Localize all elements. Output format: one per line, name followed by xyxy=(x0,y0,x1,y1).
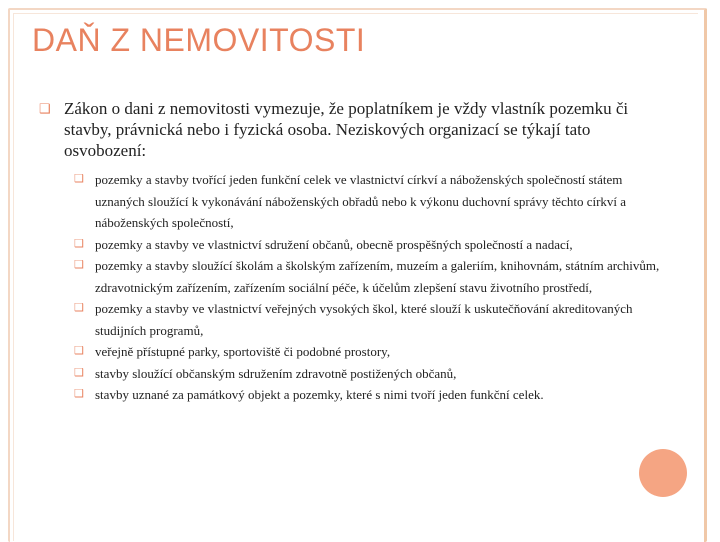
list-item xyxy=(74,384,674,406)
list-item-text: stavby uznané za památkový objekt a pozemky, které s nimi tvoří jeden funkční celek. xyxy=(95,387,544,402)
list-item-text: pozemky a stavby ve vlastnictví sdružení občanů, obecně prospěšných společností a nadací, xyxy=(95,236,573,252)
list-item xyxy=(74,363,674,385)
list-item-text: stavby sloužící občanským sdružením zdravotně postižených občanů, xyxy=(95,365,457,381)
list-item-text: pozemky a stavby ve vlastnictví veřejných vysokých škol, které slouží k uskutečňování akreditovaných studijních programů, xyxy=(95,301,633,338)
circle-bullet-icon: ❑ xyxy=(74,259,84,271)
circle-bullet-icon: ❑ xyxy=(74,173,84,185)
list-item xyxy=(74,341,674,363)
exemption-list xyxy=(74,169,674,406)
main-bullet-point xyxy=(39,98,659,161)
main-bullet-text: Zákon o dani z nemovitosti vymezuje, že poplatníkem je vždy vlastník pozemku či stavby, právnická nebo i fyzická osoba. Neziskových organizací se týkají tato osvobození: xyxy=(64,99,629,160)
list-item xyxy=(74,255,674,298)
list-item xyxy=(74,298,674,341)
list-item-text: pozemky a stavby sloužící školám a školským zařízením, muzeím a galeriím, knihovnám, státním archivům, zdravotnickým zařízením, zařízením sociální péče, k účelům zlepšení stavu životního prostředí, xyxy=(95,258,660,295)
list-item-text: veřejně přístupné parky, sportoviště či podobné prostory, xyxy=(95,344,391,359)
list-item xyxy=(74,169,674,234)
list-item xyxy=(74,234,674,256)
slide-title: DAŇ Z NEMOVITOSTI xyxy=(32,22,366,58)
list-item-text: pozemky a stavby tvořící jeden funkční celek ve vlastnictví církví a náboženských společností státem uznaných sloužící k vykonávání náboženských obřadů nebo k výkonu duchovní správy těchto církví a náboženských společností, xyxy=(95,172,627,230)
circle-bullet-icon: ❑ xyxy=(74,345,84,357)
circle-bullet-icon: ❑ xyxy=(74,237,84,250)
circle-bullet-icon: ❑ xyxy=(74,302,84,314)
decorative-circle xyxy=(639,449,687,497)
circle-bullet-icon: ❑ xyxy=(74,388,84,400)
circle-bullet-icon: ❑ xyxy=(39,101,51,116)
circle-bullet-icon: ❑ xyxy=(74,366,84,379)
